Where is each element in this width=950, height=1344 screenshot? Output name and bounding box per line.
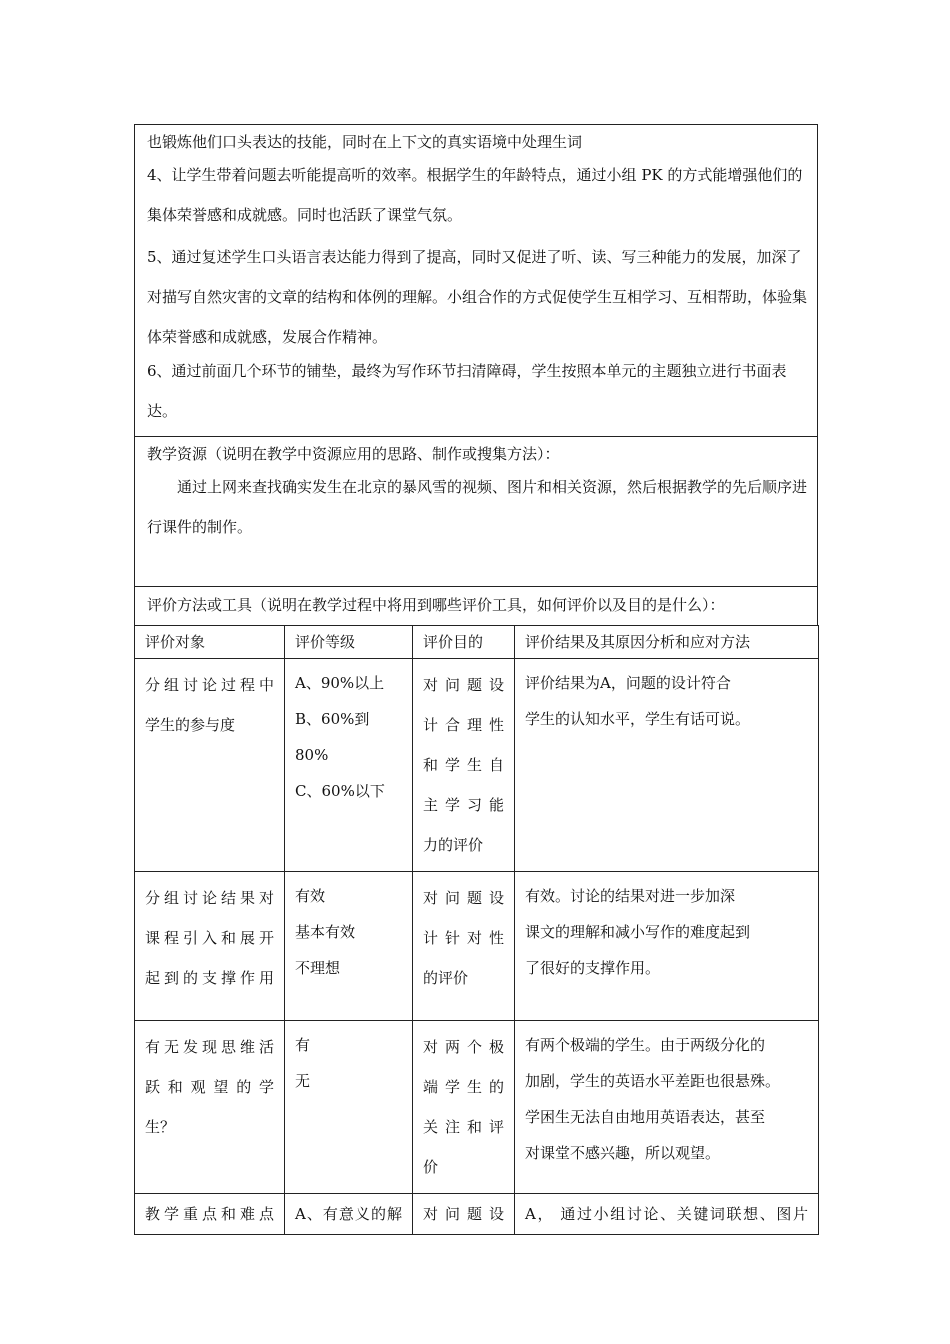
eval-result-cell: A， 通过小组讨论、关键词联想、图片	[515, 1194, 819, 1235]
eval-object-cell: 分组讨论过程中 学生的参与度	[135, 659, 285, 872]
evaluation-table	[134, 625, 819, 1235]
column-header: 评价结果及其原因分析和应对方法	[515, 626, 819, 659]
eval-level-cell: A、有意义的解	[285, 1194, 413, 1235]
rationale-point-4: 4、让学生带着问题去听能提高听的效率。根据学生的年龄特点，通过小组 PK 的方式能增强他们的集体荣誉感和成就感。同时也活跃了课堂气氛。	[147, 166, 803, 224]
eval-level-cell: 有 无	[285, 1021, 413, 1194]
table-header-row	[135, 626, 819, 659]
table-row	[135, 872, 819, 1021]
table-row	[135, 659, 819, 872]
resources-heading: 教学资源（说明在教学中资源应用的思路、制作或搜集方法）：	[147, 445, 560, 463]
eval-level-cell: 有效 基本有效 不理想	[285, 872, 413, 1021]
eval-result-cell: 评价结果为A，问题的设计符合 学生的认知水平，学生有话可说。	[515, 659, 819, 872]
eval-object-cell: 教学重点和难点	[135, 1194, 285, 1235]
eval-purpose-cell: 对问题设 计针对性 的评价	[413, 872, 515, 1021]
rationale-point-5: 5、通过复述学生口头语言表达能力得到了提高，同时又促进了听、读、写三种能力的发展，加深了对描写自然灾害的文章的结构和体例的理解。小组合作的方式促使学生互相学习、互相帮助，体验集体荣誉感和成就感，发展合作精神。	[147, 248, 808, 346]
rationale-line: 也锻炼他们口头表达的技能，同时在上下文的真实语境中处理生词	[147, 133, 583, 151]
column-header: 评价目的	[413, 626, 515, 659]
eval-result-cell: 有效。讨论的结果对进一步加深 课文的理解和减小写作的难度起到 了很好的支撑作用。	[515, 872, 819, 1021]
table-row	[135, 1194, 819, 1235]
eval-level-cell: A、90%以上 B、60%到 80% C、60%以下	[285, 659, 413, 872]
resources-body: 通过上网来查找确实发生在北京的暴风雪的视频、图片和相关资源，然后根据教学的先后顺序进行课件的制作。	[147, 478, 808, 536]
eval-purpose-cell: 对问题设 计合理性 和学生自 主学习能 力的评价	[413, 659, 515, 872]
column-header: 评价等级	[285, 626, 413, 659]
rationale-point-6: 6、通过前面几个环节的铺垫，最终为写作环节扫清障碍，学生按照本单元的主题独立进行书面表达。	[147, 362, 787, 420]
evaluation-heading: 评价方法或工具（说明在教学过程中将用到哪些评价工具，如何评价以及目的是什么）：	[147, 596, 725, 614]
eval-purpose-cell: 对两个极 端学生的 关注和评 价	[413, 1021, 515, 1194]
eval-purpose-cell: 对问题设	[413, 1194, 515, 1235]
column-header: 评价对象	[135, 626, 285, 659]
table-row	[135, 1021, 819, 1194]
resources-section	[134, 436, 818, 587]
eval-object-cell: 分组讨论结果对 课程引入和展开 起到的支撑作用	[135, 872, 285, 1021]
evaluation-section	[134, 586, 818, 626]
eval-object-cell: 有无发现思维活 跃和观望的学 生？	[135, 1021, 285, 1194]
eval-result-cell: 有两个极端的学生。由于两级分化的 加剧，学生的英语水平差距也很悬殊。 学困生无法自由地用英语表达，甚至 对课堂不感兴趣，所以观望。	[515, 1021, 819, 1194]
rationale-section	[134, 124, 818, 437]
